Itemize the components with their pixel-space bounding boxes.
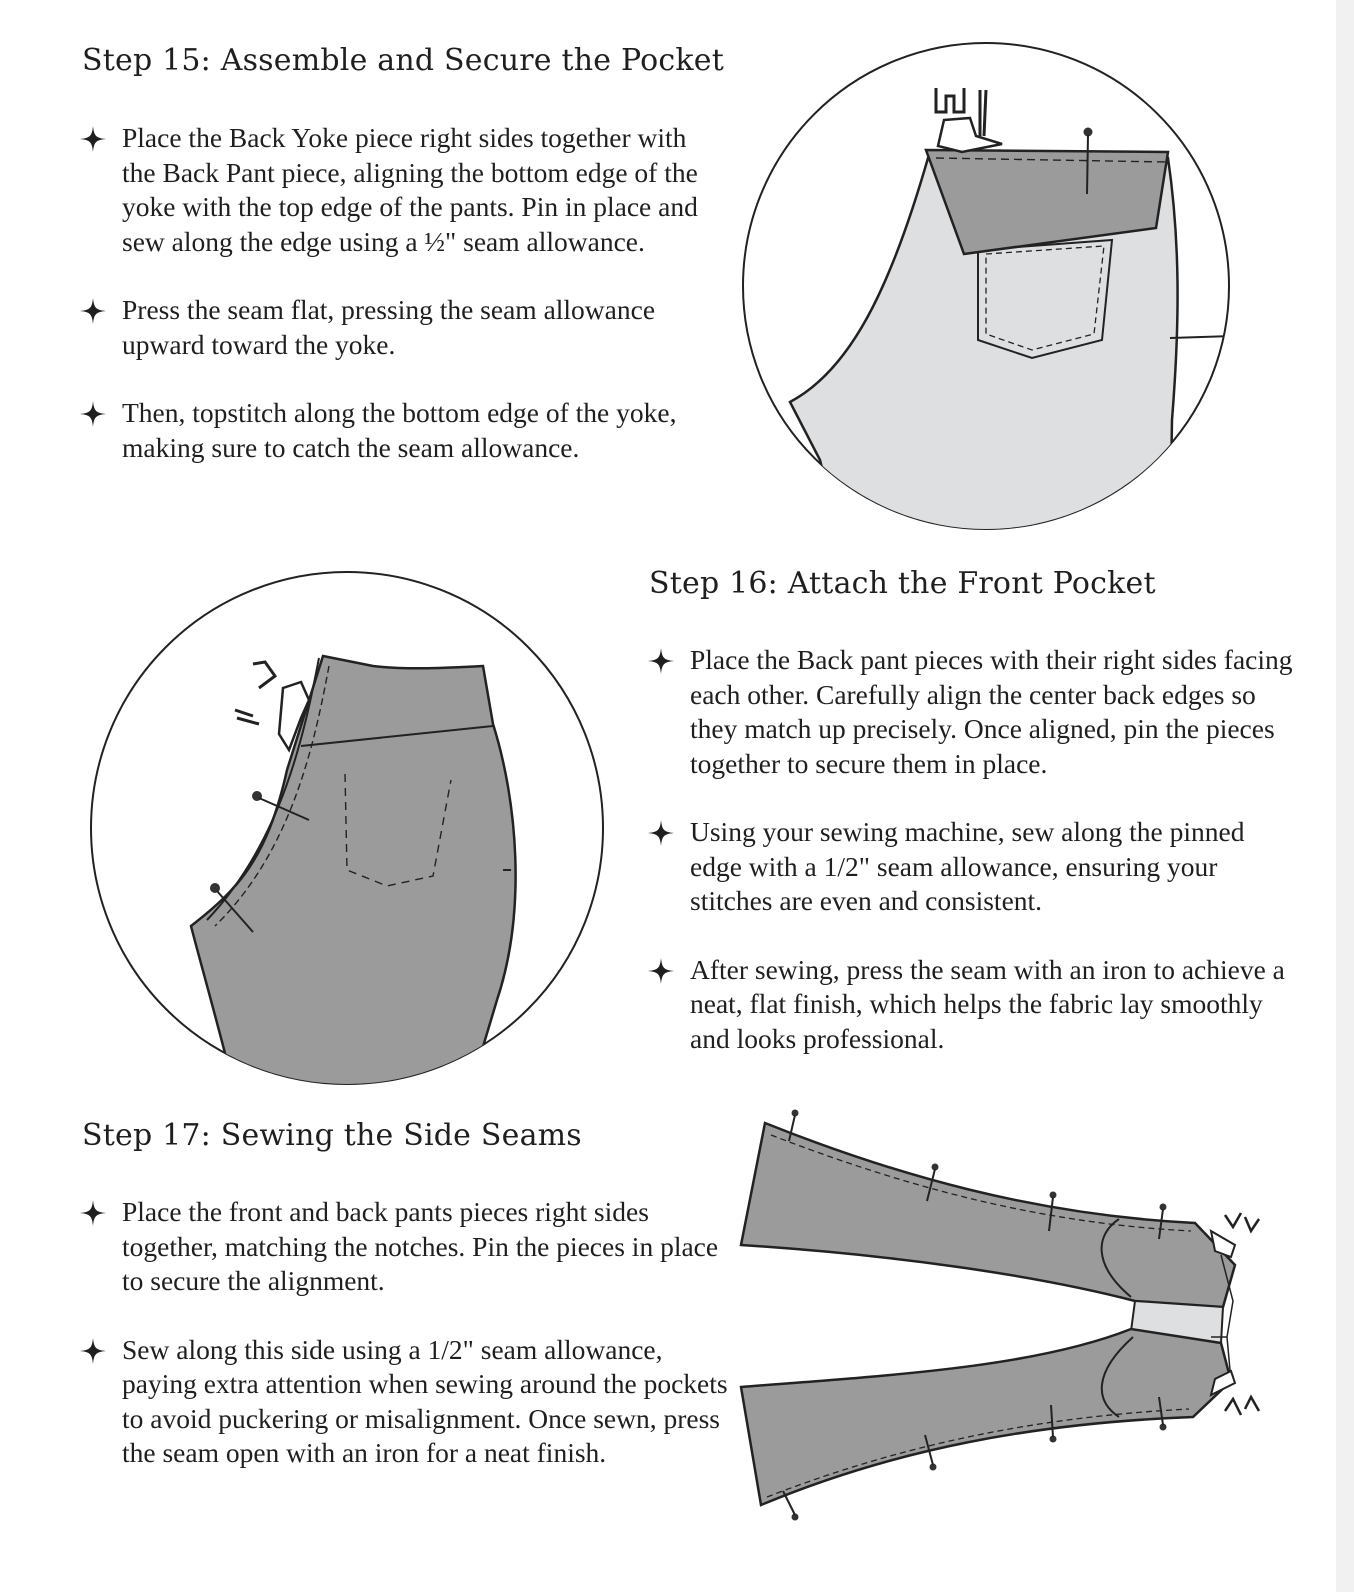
four-point-star-icon [80, 298, 106, 324]
bullet-text: Place the Back pant pieces with their right sides facing each other. Carefully align the center back edges so they match up precisely. Once aligned, pin the pieces together to secure them in place. [690, 644, 1293, 779]
four-point-star-icon [80, 1200, 106, 1226]
list-item [80, 1333, 730, 1471]
four-point-star-icon [80, 401, 106, 427]
step-16-title: Step 16: Attach the Front Pocket [649, 566, 1156, 601]
bullet-text: Place the Back Yoke piece right sides together with the Back Pant piece, aligning the bottom edge of the yoke with the top edge of the pants. Pin in place and sew along the edge using a ½" seam allowance. [122, 122, 698, 257]
list-item [648, 953, 1298, 1057]
step-16-bullets [648, 643, 1298, 1056]
step-15-bullets [80, 121, 720, 465]
step-17-bullets [80, 1195, 730, 1471]
four-point-star-icon [80, 126, 106, 152]
list-item [648, 643, 1298, 781]
upper-pant-leg [741, 1123, 1235, 1307]
four-point-star-icon [648, 958, 674, 984]
step-17-title: Step 17: Sewing the Side Seams [82, 1118, 582, 1153]
bullet-text: Press the seam flat, pressing the seam allowance upward toward the yoke. [122, 294, 656, 360]
list-item [80, 396, 720, 465]
bullet-text: After sewing, press the seam with an iron to achieve a neat, flat finish, which helps the fabric lay smoothly and looks professional. [690, 953, 1285, 1054]
four-point-star-icon [648, 648, 674, 674]
step-15-title: Step 15: Assemble and Secure the Pocket [82, 43, 724, 78]
center-back-seam-illustration [87, 570, 607, 1090]
side-seam-illustration [735, 1105, 1275, 1525]
list-item [648, 815, 1298, 919]
bullet-text: Place the front and back pants pieces right sides together, matching the notches. Pin the pieces in place to secure the alignment. [122, 1196, 719, 1296]
yoke-sewing-illustration [740, 40, 1232, 532]
four-point-star-icon [80, 1338, 106, 1364]
bullet-text: Then, topstitch along the bottom edge of the yoke, making sure to catch the seam allowance. [122, 397, 677, 463]
list-item [80, 1195, 730, 1299]
list-item [80, 121, 720, 259]
bullet-text: Sew along this side using a 1/2" seam allowance, paying extra attention when sewing around the pockets to avoid puckering or misalignment. Once sewn, press the seam open with an iron for a neat finish. [122, 1333, 728, 1468]
bullet-text: Using your sewing machine, sew along the pinned edge with a 1/2" seam allowance, ensuring your stitches are even and consistent. [690, 816, 1245, 916]
page-edge [1336, 0, 1354, 1592]
lower-pant-leg [741, 1329, 1231, 1505]
list-item [80, 293, 720, 362]
four-point-star-icon [648, 820, 674, 846]
